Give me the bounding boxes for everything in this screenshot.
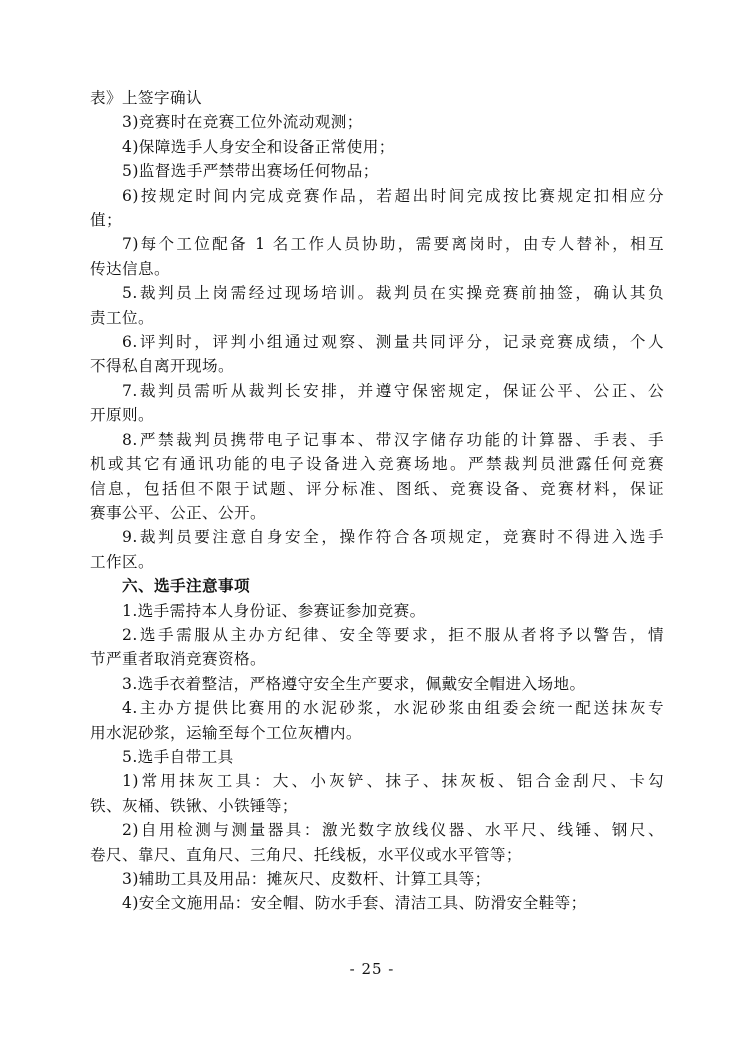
text-line: 4)保障选手人身安全和设备正常使用； [122, 137, 395, 156]
text-line: 表》上签字确认 [90, 89, 202, 107]
text-line: 3)竞赛时在竞赛工位外流动观测； [122, 113, 363, 132]
text-line: 6)按规定时间内完成竞赛作品，若超出时间完成按比赛规定扣相应分 [122, 186, 664, 205]
text-line: 7.裁判员需听从裁判长安排，并遵守保密规定，保证公平、公正、公 [122, 381, 664, 400]
text-line: 5)监督选手严禁带出赛场任何物品； [122, 162, 379, 181]
text-line: 2.选手需服从主办方纪律、安全等要求，拒不服从者将予以警告，情 [122, 625, 664, 644]
text-line: 5.裁判员上岗需经过现场培训。裁判员在实操竞赛前抽签，确认其负 [122, 284, 664, 303]
text-line: 1.选手需持本人身份证、参赛证参加竞赛。 [122, 601, 426, 620]
text-line: 责工位。 [90, 308, 154, 327]
text-line: 3.选手衣着整洁，严格遵守安全生产要求，佩戴安全帽进入场地。 [122, 674, 586, 693]
text-line: 1)常用抹灰工具：大、小灰铲、抹子、抹灰板、铝合金刮尺、卡勾 [122, 772, 664, 791]
text-line: 用水泥砂浆，运输至每个工位灰槽内。 [90, 723, 362, 742]
text-line: 工作区。 [90, 552, 154, 571]
text-line: 节严重者取消竞赛资格。 [90, 650, 266, 669]
text-line: 4.主办方提供比赛用的水泥砂浆，水泥砂浆由组委会统一配送抹灰专 [122, 699, 664, 718]
text-line: 6.评判时，评判小组通过观察、测量共同评分，记录竞赛成绩，个人 [122, 333, 664, 352]
text-line: 机或其它有通讯功能的电子设备进入竞赛场地。严禁裁判员泄露任何竞赛 [90, 455, 664, 474]
text-line: 赛事公平、公正、公开。 [90, 503, 266, 522]
section-heading: 六、选手注意事项 [122, 577, 250, 596]
text-line: 值； [90, 211, 122, 230]
page-number: - 25 - [349, 960, 395, 978]
text-line: 5.选手自带工具 [122, 747, 234, 766]
text-line: 8.严禁裁判员携带电子记事本、带汉字储存功能的计算器、手表、手 [122, 430, 664, 449]
text-line: 传达信息。 [90, 259, 170, 278]
text-line: 铁、灰桶、铁锹、小铁锤等； [90, 796, 298, 815]
text-line: 7)每个工位配备 1 名工作人员协助，需要离岗时，由专人替补，相互 [122, 235, 664, 254]
text-line: 3)辅助工具及用品：摊灰尺、皮数杆、计算工具等； [122, 870, 491, 888]
text-line: 开原则。 [90, 406, 154, 425]
text-line: 卷尺、靠尺、直角尺、三角尺、托线板，水平仪或水平管等； [90, 845, 522, 864]
text-line: 2)自用检测与测量器具：激光数字放线仪器、水平尺、线锤、钢尺、 [122, 821, 664, 840]
text-line: 信息，包括但不限于试题、评分标准、图纸、竞赛设备、竞赛材料，保证 [90, 479, 664, 498]
text-line: 不得私自离开现场。 [90, 357, 234, 376]
body-text [90, 86, 664, 916]
text-line: 9.裁判员要注意自身安全，操作符合各项规定，竞赛时不得进入选手 [122, 528, 664, 547]
text-line: 4)安全文施用品：安全帽、防水手套、清洁工具、防滑安全鞋等； [122, 894, 587, 913]
